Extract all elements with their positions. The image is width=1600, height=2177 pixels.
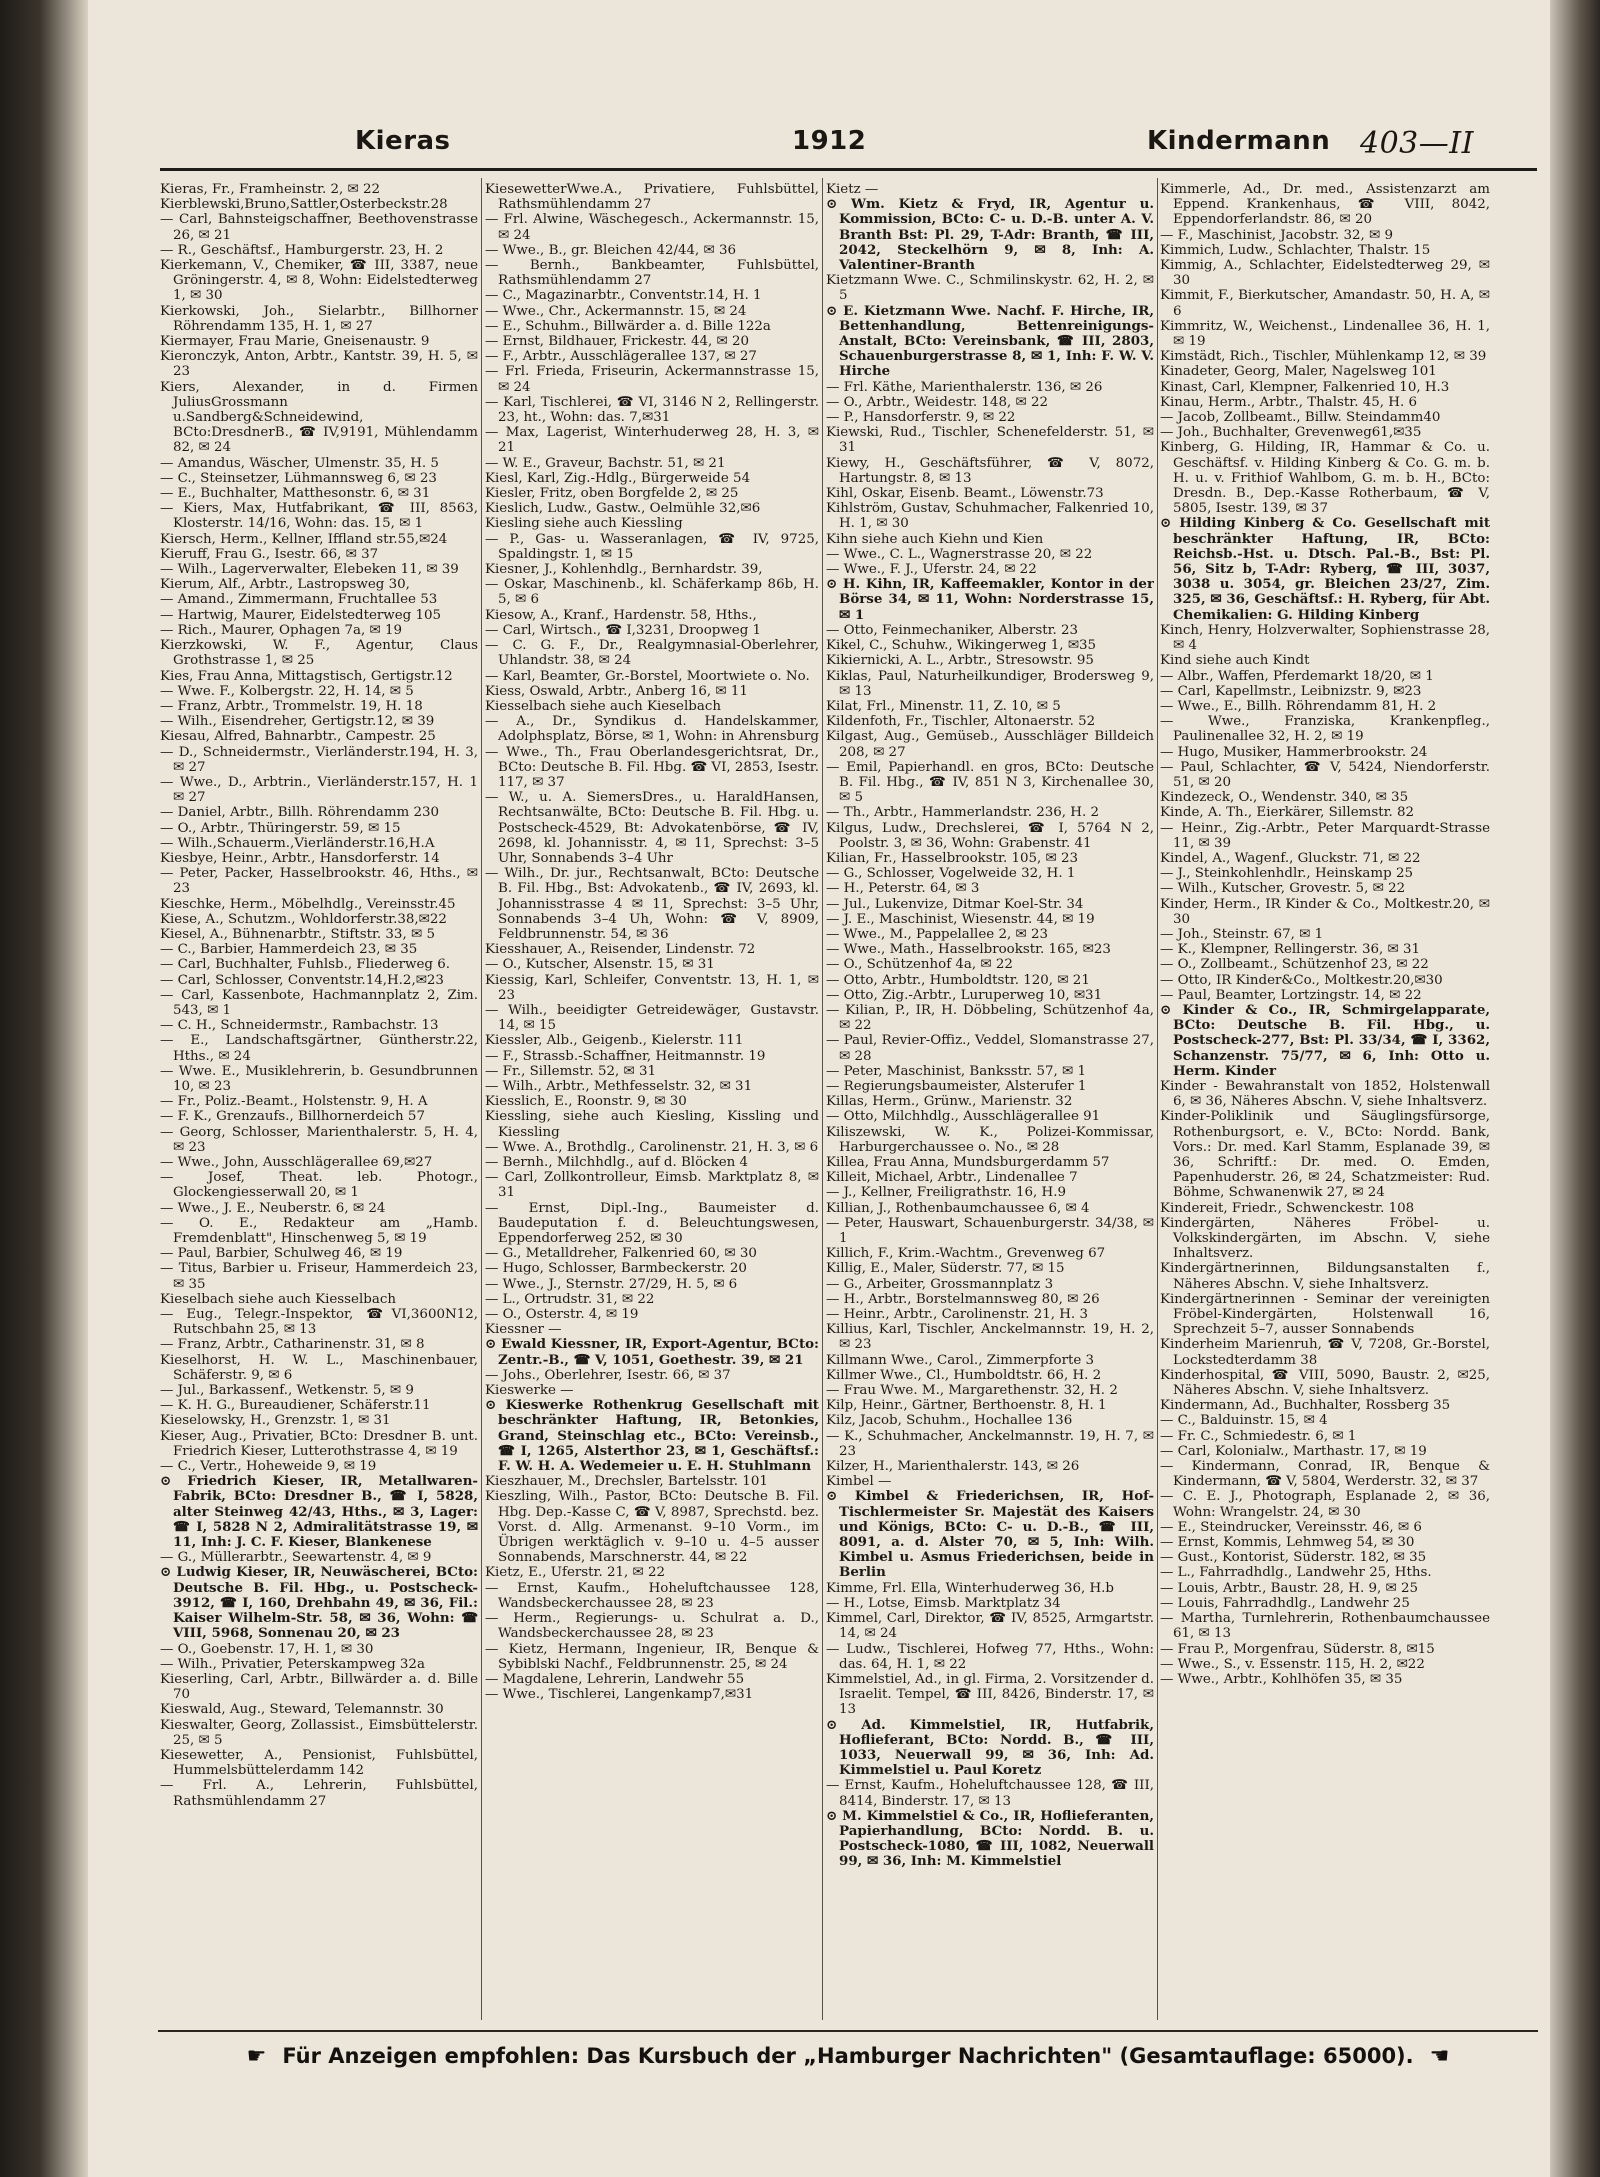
directory-entry: — Georg, Schlosser, Marienthalerstr. 5, H. 4, ✉ 23 — [160, 1124, 478, 1155]
directory-entry: Kinde, A. Th., Eierkärer, Sillemstr. 82 — [1160, 805, 1415, 821]
directory-entry: Kiewy, H., Geschäftsführer, ☎ V, 8072, Hartungstr. 8, ✉ 13 — [826, 455, 1154, 486]
directory-entry: — Martha, Turnlehrerin, Rothenbaumchaussee 61, ✉ 13 — [1160, 1611, 1490, 1642]
directory-entry: — L., Fahrradhdlg., Landwehr 25, Hths. — [1160, 1565, 1432, 1581]
directory-entry: Kinder, Herm., IR Kinder & Co., Moltkestr.20, ✉ 30 — [1160, 896, 1490, 927]
directory-entry: — Karl, Beamter, Gr.-Borstel, Moortwiete o. No. — [485, 668, 810, 684]
directory-entry: Kindergärtnerinnen, Bildungsanstalten f., Näheres Abschn. V, siehe Inhaltsverz. — [1160, 1261, 1490, 1292]
directory-entry: — Wwe., Th., Frau Oberlandesgerichtsrat, Dr., BCto: Deutsche B. Fil. Hbg. ☎ VI, 2853, Isestr. 117, ✉ 37 — [485, 744, 819, 790]
directory-entry: Kinderheim Marienruh, ☎ V, 7208, Gr.-Borstel, Lockstedterdamm 38 — [1160, 1337, 1490, 1368]
directory-entry: — Josef, Theat. leb. Photogr., Glockengiesserwall 20, ✉ 1 — [160, 1170, 478, 1201]
directory-entry: — O., Kutscher, Alsenstr. 15, ✉ 31 — [485, 957, 715, 973]
directory-entry: — C., Barbier, Hammerdeich 23, ✉ 35 — [160, 942, 418, 958]
directory-entry: Kieselowsky, H., Grenzstr. 1, ✉ 31 — [160, 1413, 391, 1429]
directory-entry: Killius, Karl, Tischler, Anckelmannstr. 19, H. 2, ✉ 23 — [826, 1322, 1154, 1353]
directory-entry: — Kilian, P., IR, H. Döbbeling, Schützenhof 4a, ✉ 22 — [826, 1002, 1154, 1034]
directory-entry: ⊙ M. Kimmelstiel & Co., IR, Hoflieferanten, Papierhandlung, BCto: Nordd. B. u. Postscheck-1080, ☎ III, 1082, Neuerwall 99, ✉ 36, Inh: M. Kimmelstiel — [826, 1807, 1154, 1870]
directory-entry: — Otto, Milchhdlg., Ausschlägerallee 91 — [826, 1109, 1101, 1125]
directory-entry: — W., u. A. SiemersDres., u. HaraldHansen, Rechtsanwälte, BCto: Deutsche B. Fil. Hbg. u. Postscheck-4529, Bt: Advokatenbörse, ☎ IV, 2698, kl. Johannisstr. 4, ✉ 11, Sprechst: 3–5 Uhr, Sonnabends 3–4 Uhr — [485, 790, 819, 866]
directory-entry: — Peter, Hauswart, Schauenburgerstr. 34/38, ✉ 1 — [826, 1215, 1154, 1247]
directory-entry: Kiese, A., Schutzm., Wohldorferstr.38,✉22 — [160, 911, 447, 927]
directory-entry: Kilat, Frl., Minenstr. 11, Z. 10, ✉ 5 — [826, 698, 1061, 714]
directory-entry: — Wwe., John, Ausschlägerallee 69,✉27 — [160, 1155, 433, 1170]
directory-entry: Kimmerle, Ad., Dr. med., Assistenzarzt am Eppend. Krankenhaus, ☎ VIII, 8042, Eppendorferlandstr. 86, ✉ 20 — [1160, 182, 1490, 228]
directory-entry: — Kiers, Max, Hutfabrikant, ☎ III, 8563, Klosterstr. 14/16, Wohn: das. 15, ✉ 1 — [160, 501, 478, 532]
directory-entry: Kiliszewski, W. K., Polizei-Kommissar, Harburgerchaussee o. No., ✉ 28 — [826, 1124, 1154, 1155]
directory-entry: — Frl. Alwine, Wäschegesch., Ackermannstr. 15, ✉ 24 — [485, 212, 819, 243]
running-head-right: Kindermann — [1147, 126, 1331, 156]
directory-entry: — Wwe., Franziska, Krankenpfleg., Paulinenallee 32, H. 2, ✉ 19 — [1160, 714, 1490, 745]
directory-entry: Kimmelstiel, Ad., in gl. Firma, 2. Vorsitzender d. Israelit. Tempel, ☎ III, 8426, Binderstr. 17, ✉ 13 — [826, 1671, 1154, 1718]
directory-entry: — Hugo, Schlosser, Barmbeckerstr. 20 — [485, 1261, 747, 1277]
directory-entry: Kierblewski,Bruno,Sattler,Osterbeckstr.28 — [160, 197, 448, 213]
directory-entry: ⊙ Ad. Kimmelstiel, IR, Hutfabrik, Hoflieferant, BCto: Nordd. B., ☎ III, 1033, Neuerwall 99, ✉ 36, Inh: Ad. Kimmelstiel u. Paul Koretz — [826, 1716, 1154, 1779]
directory-entry: KiesewetterWwe.A., Privatiere, Fuhlsbüttel, Rathsmühlendamm 27 — [485, 182, 819, 213]
directory-entry: Kindergärtnerinnen - Seminar der vereinigten Fröbel-Kindergärten, Holstenwall 16, Sprechzeit 5–7, ausser Sonnabends — [1160, 1291, 1490, 1338]
directory-entry: — Jul., Lukenvize, Ditmar Koel-Str. 34 — [826, 896, 1084, 912]
advertisement-footer — [158, 2030, 1538, 2072]
directory-entry: — O., Schützenhof 4a, ✉ 22 — [826, 957, 1013, 973]
directory-entry: — Wilh., Kutscher, Grovestr. 5, ✉ 22 — [1160, 881, 1406, 897]
directory-entry: — Wwe., E., Billh. Röhrendamm 81, H. 2 — [1160, 698, 1437, 714]
directory-entry: Killas, Herm., Grünw., Marienstr. 32 — [826, 1094, 1073, 1110]
directory-entry: Kindel, A., Wagenf., Gluckstr. 71, ✉ 22 — [1160, 850, 1421, 866]
directory-entry: Kindergärten, Näheres Fröbel- u. Volkskindergärten, im Abschn. V, siehe Inhaltsverz. — [1160, 1215, 1490, 1262]
directory-entry: — Otto, Arbtr., Humboldtstr. 120, ✉ 21 — [826, 972, 1090, 988]
directory-entry: — Wwe., F. J., Uferstr. 24, ✉ 22 — [826, 562, 1037, 578]
directory-entry: Kieserling, Carl, Arbtr., Billwärder a. d. Bille 70 — [160, 1671, 478, 1703]
directory-entry: — Louis, Fahrradhdlg., Landwehr 25 — [1160, 1595, 1410, 1611]
column-divider — [481, 178, 482, 2020]
directory-entry: ⊙ E. Kietzmann Wwe. Nachf. F. Hirche, IR, Bettenhandlung, Bettenreinigungs-Anstalt, BCto: Vereinsbank, ☎ III, 2803, Schauenburgerstrasse 8, ✉ 1, Inh: F. W. V. Hirche — [826, 302, 1154, 380]
running-head-left: Kieras — [355, 126, 451, 156]
directory-entry: — Eug., Telegr.-Inspektor, ☎VI,3600N12, Rutschbahn 25, ✉ 13 — [160, 1307, 478, 1338]
directory-entry: — E., Schuhm., Billwärder a. d. Bille 122a — [485, 318, 771, 334]
directory-entry: — Rich., Maurer, Ophagen 7a, ✉ 19 — [160, 622, 403, 638]
directory-column-4 — [1160, 182, 1490, 2032]
directory-entry: Kindermann, Ad., Buchhalter, Rossberg 35 — [1160, 1398, 1451, 1414]
directory-entry: Kieslich, Ludw., Gastw., Oelmühle 32,✉6 — [485, 501, 761, 517]
directory-entry: — Albr., Waffen, Pferdemarkt 18/20, ✉ 1 — [1160, 668, 1434, 684]
directory-entry: — Fr., Sillemstr. 52, ✉ 31 — [485, 1063, 657, 1079]
directory-entry: — C., Magazinarbtr., Conventstr.14, H. 1 — [485, 288, 762, 304]
directory-entry: ⊙ Ewald Kiessner, IR, Export-Agentur, BCto: Zentr.-B., ☎ V, 1051, Goethestr. 39, ✉ 21 — [485, 1336, 819, 1368]
directory-entry: — C., Steinsetzer, Lühmannsweg 6, ✉ 23 — [160, 470, 437, 486]
directory-entry: Kiers, Alexander, in d. Firmen JuliusGrossmann u.Sandberg&Schneidewind, BCto:DresdnerB., ☎ IV,9191, Mühlendamm 82, ✉ 24 — [160, 379, 478, 456]
directory-entry: Kimmritz, W., Weichenst., Lindenallee 36, H. 1, ✉ 19 — [1160, 318, 1490, 350]
directory-entry: ⊙ H. Kihn, IR, Kaffeemakler, Kontor in der Börse 34, ✉ 11, Wohn: Norderstrasse 15, ✉ 1 — [826, 576, 1154, 623]
directory-entry: Kiesner, J., Kohlenhdlg., Bernhardstr. 39, — [485, 562, 763, 578]
directory-entry: — Wwe., Chr., Ackermannstr. 15, ✉ 24 — [485, 303, 747, 319]
directory-entry: Kilgus, Ludw., Drechslerei, ☎ I, 5764 N 2, Poolstr. 3, ✉ 36, Wohn: Grabenstr. 41 — [826, 820, 1154, 851]
directory-entry: — Frau P., Morgenfrau, Süderstr. 8, ✉15 — [1160, 1641, 1435, 1657]
directory-entry: Kindereit, Friedr., Schwenckestr. 108 — [1160, 1200, 1415, 1216]
directory-entry: Kiesewetter, A., Pensionist, Fuhlsbüttel, Hummelsbüttelerdamm 142 — [160, 1747, 478, 1779]
directory-entry: — Franz, Arbtr., Trommelstr. 19, H. 18 — [160, 698, 423, 714]
directory-column-1 — [160, 182, 478, 2032]
directory-entry: — Wwe., Arbtr., Kohlhöfen 35, ✉ 35 — [1160, 1671, 1403, 1687]
directory-entry: — O., Osterstr. 4, ✉ 19 — [485, 1307, 639, 1323]
directory-entry: — Wilh., Arbtr., Methfesselstr. 32, ✉ 31 — [485, 1078, 753, 1094]
directory-entry: — R., Geschäftsf., Hamburgerstr. 23, H. 2 — [160, 242, 444, 258]
directory-entry: Kiesshauer, A., Reisender, Lindenstr. 72 — [485, 942, 756, 958]
directory-entry: — Wilh., Dr. jur., Rechtsanwalt, BCto: Deutsche B. Fil. Hbg., Bst: Advokatenb., ☎ IV, 2693, kl. Johannisstrasse 4 ✉ 11, Sprechst: 3–5 Uhr, Sonnabends 3–4 Uh, Wohn: ☎ V, 8909, Feldbrunnenstr. 54, ✉ 36 — [485, 866, 819, 942]
directory-entry: — K., Klempner, Rellingerstr. 36, ✉ 31 — [1160, 942, 1421, 958]
directory-entry: Kiesl, Karl, Zig.-Hdlg., Bürgerweide 54 — [485, 470, 751, 486]
directory-entry: — Peter, Packer, Hasselbrookstr. 46, Hths., ✉ 23 — [160, 866, 478, 897]
directory-entry: — Louis, Arbtr., Baustr. 28, H. 9, ✉ 25 — [1160, 1580, 1419, 1596]
directory-entry: — Fr., Poliz.-Beamt., Holstenstr. 9, H. A — [160, 1094, 428, 1110]
directory-entry: — Otto, Feinmechaniker, Alberstr. 23 — [826, 622, 1079, 638]
directory-entry: Kietz, E., Uferstr. 21, ✉ 22 — [485, 1565, 666, 1581]
directory-entry: — A., Dr., Syndikus d. Handelskammer, Adolphsplatz, Börse, ✉ 1, Wohn: in Ahrensburg — [485, 714, 819, 745]
directory-entry: — Ernst, Dipl.-Ing., Baumeister d. Baudeputation f. d. Beleuchtungswesen, Eppendorferweg 252, ✉ 30 — [485, 1200, 819, 1247]
directory-entry: Kierkemann, V., Chemiker, ☎ III, 3387, neue Gröningerstr. 4, ✉ 8, Wohn: Eidelstedterweg 1, ✉ 30 — [160, 258, 478, 304]
directory-entry: Kinch, Henry, Holzverwalter, Sophienstrasse 28, ✉ 4 — [1160, 622, 1490, 654]
directory-entry: Kiesslich, E., Roonstr. 9, ✉ 30 — [485, 1094, 687, 1110]
directory-entry: — Wwe., C. L., Wagnerstrasse 20, ✉ 22 — [826, 546, 1093, 562]
directory-entry: — O., Zollbeamt., Schützenhof 23, ✉ 22 — [1160, 957, 1429, 973]
directory-entry: Kieruff, Frau G., Isestr. 66, ✉ 37 — [160, 546, 379, 562]
directory-entry: — Karl, Tischlerei, ☎ VI, 3146 N 2, Rellingerstr. 23, ht., Wohn: das. 7,✉31 — [485, 394, 819, 426]
directory-entry: — Wilh., beeidigter Getreidewäger, Gustavstr. 14, ✉ 15 — [485, 1002, 819, 1034]
directory-entry: — Wilh., Eisendreher, Gertigstr.12, ✉ 39 — [160, 714, 435, 730]
directory-entry: Kierzkowski, W. F., Agentur, Claus Grothstrasse 1, ✉ 25 — [160, 638, 478, 669]
directory-entry: — Wwe., D., Arbtrin., Vierländerstr.157, H. 1 ✉ 27 — [160, 774, 478, 806]
directory-entry: — Wwe. F., Kolbergstr. 22, H. 14, ✉ 5 — [160, 683, 414, 699]
directory-entry: — C., Vertr., Hoheweide 9, ✉ 19 — [160, 1459, 377, 1475]
directory-entry: Kieschke, Herm., Möbelhdlg., Vereinsstr.45 — [160, 896, 456, 912]
directory-column-2 — [485, 182, 819, 2032]
directory-entry: Kiessner — — [485, 1322, 562, 1338]
directory-entry: — H., Arbtr., Borstelmannsweg 80, ✉ 26 — [826, 1291, 1100, 1307]
directory-column-3 — [826, 182, 1154, 2032]
directory-entry: — Max, Lagerist, Winterhuderweg 28, H. 3, ✉ 21 — [485, 425, 819, 456]
directory-entry: — Frl. Frieda, Friseurin, Ackermannstrasse 15, ✉ 24 — [485, 364, 819, 395]
directory-entry: ⊙ Wm. Kietz & Fryd, IR, Agentur u. Kommission, BCto: C- u. D.-B. unter A. V. Branth Bst: Pl. 29, T-Adr: Branth, ☎ III, 2042, Steckelhörn 9, ✉ 8, Inh: A. Valentiner-Branth — [826, 196, 1154, 274]
directory-entry: Kiesler, Fritz, oben Borgfelde 2, ✉ 25 — [485, 486, 739, 502]
directory-entry: ⊙ Kimbel & Friederichsen, IR, Hof-Tischlermeister Sr. Majestät des Kaisers und Königs, BCto: C- u. D.-B., ☎ III, 8091, a. d. Alster 70, ✉ 5, Inh: Wilh. Kimbel u. Asmus Friederichsen, beide in Berlin — [826, 1488, 1154, 1581]
directory-entry: — H., Peterstr. 64, ✉ 3 — [826, 881, 980, 897]
directory-entry: Kiessling, siehe auch Kiesling, Kissling und Kiessling — [485, 1109, 819, 1140]
directory-entry: — C. G. F., Dr., Realgymnasial-Oberlehrer, Uhlandstr. 38, ✉ 24 — [485, 638, 819, 669]
directory-entry: — Ludw., Tischlerei, Hofweg 77, Hths., Wohn: das. 64, H. 1, ✉ 22 — [826, 1641, 1154, 1672]
directory-entry: — Heinr., Arbtr., Carolinenstr. 21, H. 3 — [826, 1307, 1088, 1323]
directory-entry: — Amandus, Wäscher, Ulmenstr. 35, H. 5 — [160, 455, 439, 471]
directory-entry: Kinder-Poliklinik und Säuglingsfürsorge, Rothenburgsort, e. V., BCto: Nordd. Bank, Vors.: Dr. med. Karl Stamm, Esplanade 39, ✉ 36, Schriftf.: Dr. med. O. Emden, Papenhuderstr. 26, ✉ 24, Schatzmeister: Rud. Böhme, Schwanenwik 27, ✉ 24 — [1160, 1109, 1490, 1201]
directory-entry: — Carl, Buchhalter, Fuhlsb., Fliederweg 6. — [160, 957, 451, 973]
directory-entry: Kietzmann Wwe. C., Schmilinskystr. 62, H. 2, ✉ 5 — [826, 273, 1154, 304]
directory-entry: Kiewski, Rud., Tischler, Schenefelderstr. 51, ✉ 31 — [826, 425, 1154, 456]
directory-entry: — Carl, Wirtsch., ☎ I,3231, Droopweg 1 — [485, 622, 762, 638]
directory-entry: — E., Buchhalter, Matthesonstr. 6, ✉ 31 — [160, 486, 431, 502]
directory-entry: — Ernst, Kommis, Lehmweg 54, ✉ 30 — [1160, 1535, 1415, 1551]
directory-entry: — F., Maschinist, Jacobstr. 32, ✉ 9 — [1160, 227, 1393, 243]
directory-entry: — Bernh., Milchhdlg., auf d. Blöcken 4 — [485, 1155, 749, 1170]
directory-entry: Kiermayer, Frau Marie, Gneisenaustr. 9 — [160, 334, 430, 350]
directory-entry: — Carl, Zollkontrolleur, Eimsb. Marktplatz 8, ✉ 31 — [485, 1170, 819, 1201]
directory-entry: Kind siehe auch Kindt — [1160, 653, 1310, 669]
directory-entry: — F., Arbtr., Ausschlägerallee 137, ✉ 27 — [485, 349, 757, 365]
directory-entry: — Heinr., Zig.-Arbtr., Peter Marquardt-Strasse 11, ✉ 39 — [1160, 820, 1490, 851]
directory-entry: — Frau Wwe. M., Margarethenstr. 32, H. 2 — [826, 1383, 1118, 1399]
directory-entry: Kinberg, G. Hilding, IR, Hammar & Co. u. Geschäftsf. v. Hilding Kinberg & Co. G. m. b. H. u. v. Frithiof Wahlbom, G. m. b. H., BCto: Dresdn. B., Dep.-Kasse Rotherbaum, ☎ V, 5805, Isestr. 139, ✉ 37 — [1160, 440, 1490, 517]
directory-entry: — G., Arbeiter, Grossmannplatz 3 — [826, 1276, 1054, 1292]
directory-entry: Kiess, Oswald, Arbtr., Anberg 16, ✉ 11 — [485, 683, 748, 699]
directory-entry: — Wwe., Math., Hasselbrookstr. 165, ✉23 — [826, 942, 1111, 958]
directory-entry: — Titus, Barbier u. Friseur, Hammerdeich 23, ✉ 35 — [160, 1261, 478, 1292]
directory-entry: — Bernh., Bankbeamter, Fuhlsbüttel, Rathsmühlendamm 27 — [485, 258, 819, 289]
directory-entry: Kikel, C., Schuhw., Wikingerweg 1, ✉35 — [826, 638, 1097, 654]
directory-entry: Killea, Frau Anna, Mundsburgerdamm 57 — [826, 1155, 1110, 1170]
directory-entry: — Emil, Papierhandl. en gros, BCto: Deutsche B. Fil. Hbg., ☎ IV, 851 N 3, Kirchenallee 30, ✉ 5 — [826, 759, 1154, 806]
directory-entry: — C. H., Schneidermstr., Rambachstr. 13 — [160, 1018, 439, 1034]
directory-entry: Kieser, Aug., Privatier, BCto: Dresdner B. unt. Friedrich Kieser, Lutterothstrasse 4, ✉ 19 — [160, 1428, 478, 1459]
directory-entry: — J., Kellner, Freiligrathstr. 16, H.9 — [826, 1185, 1066, 1201]
directory-entry: Kiesling siehe auch Kiessling — [485, 516, 683, 532]
directory-entry: Kimmig, A., Schlachter, Eidelstedterweg 29, ✉ 30 — [1160, 258, 1490, 289]
directory-entry: Kieszling, Wilh., Pastor, BCto: Deutsche B. Fil. Hbg. Dep.-Kasse C, ☎ V, 8987, Sprechstd. bez. Vorst. d. Allg. Armenanst. 9–10 Vorm., im Übrigen werktäglich v. 9–10 u. 4–5 ausser Sonnabends, Marschnerstr. 44, ✉ 22 — [485, 1489, 819, 1566]
directory-entry: Kimme, Frl. Ella, Winterhuderweg 36, H.b — [826, 1580, 1115, 1596]
directory-entry: — H., Lotse, Eimsb. Marktplatz 34 — [826, 1595, 1061, 1611]
directory-entry: — G., Metalldreher, Falkenried 60, ✉ 30 — [485, 1246, 757, 1262]
column-divider — [822, 178, 823, 2020]
directory-entry: Kihn siehe auch Kiehn und Kien — [826, 531, 1044, 547]
directory-entry: Kinderhospital, ☎ VIII, 5090, Baustr. 2, ✉25, Näheres Abschn. V, siehe Inhaltsverz. — [1160, 1367, 1490, 1399]
directory-entry: — Jul., Barkassenf., Wetkenstr. 5, ✉ 9 — [160, 1383, 414, 1399]
directory-entry: Kimmich, Ludw., Schlachter, Thalstr. 15 — [1160, 242, 1431, 258]
directory-entry: Kiessig, Karl, Schleifer, Conventstr. 13, H. 1, ✉ 23 — [485, 972, 819, 1003]
directory-entry: — Hugo, Musiker, Hammerbrookstr. 24 — [1160, 744, 1428, 760]
directory-entry: — O., Goebenstr. 17, H. 1, ✉ 30 — [160, 1641, 374, 1657]
directory-entry: — Franz, Arbtr., Catharinenstr. 31, ✉ 8 — [160, 1337, 425, 1353]
directory-entry: — E., Landschaftsgärtner, Güntherstr.22, Hths., ✉ 24 — [160, 1033, 478, 1064]
directory-entry: — P., Hansdorferstr. 9, ✉ 22 — [826, 410, 1016, 426]
directory-entry: ⊙ Kieswerke Rothenkrug Gesellschaft mit beschränkter Haftung, IR, Betonkies, Grand, Steinschlag etc., BCto: Vereinsb., ☎ I, 1265, Alsterthor 23, ✉ 1, Geschäftsf.: F. W. H. A. Wedemeier u. E. H. Stuhlmann — [485, 1397, 819, 1475]
directory-entry: — K. H. G., Bureaudiener, Schäferstr.11 — [160, 1398, 431, 1414]
directory-entry: — Otto, Zig.-Arbtr., Luruperweg 10, ✉31 — [826, 987, 1103, 1003]
directory-entry: Kieszhauer, M., Drechsler, Bartelsstr. 101 — [485, 1474, 768, 1490]
directory-entry: — Carl, Kassenbote, Hachmannplatz 2, Zim. 543, ✉ 1 — [160, 987, 478, 1018]
column-divider — [1157, 178, 1158, 2020]
directory-entry: — O., Arbtr., Weidestr. 148, ✉ 22 — [826, 394, 1048, 410]
directory-entry: Kilp, Heinr., Gärtner, Berthoenstr. 8, H. 1 — [826, 1398, 1107, 1414]
directory-entry: Kiersch, Herm., Kellner, Iffland str.55,✉24 — [160, 531, 448, 547]
directory-entry: Kilzer, H., Marienthalerstr. 143, ✉ 26 — [826, 1459, 1080, 1475]
directory-entry: — Carl, Schlosser, Conventstr.14,H.2,✉23 — [160, 972, 444, 988]
directory-entry: Killich, F., Krim.-Wachtm., Grevenweg 67 — [826, 1246, 1106, 1262]
directory-entry: — Th., Arbtr., Hammerlandstr. 236, H. 2 — [826, 805, 1100, 821]
directory-entry: — Ernst, Kaufm., Hoheluftchaussee 128, ☎ III, 8414, Binderstr. 17, ✉ 13 — [826, 1778, 1154, 1809]
directory-entry: — C., Balduinstr. 15, ✉ 4 — [1160, 1413, 1328, 1429]
directory-entry: — W. E., Graveur, Bachstr. 51, ✉ 21 — [485, 455, 726, 471]
directory-entry: — Wwe., Tischlerei, Langenkamp7,✉31 — [485, 1687, 754, 1703]
directory-entry: — O. E., Redakteur am „Hamb. Fremdenblatt", Hinschenweg 5, ✉ 19 — [160, 1215, 478, 1247]
directory-entry: — O., Arbtr., Thüringerstr. 59, ✉ 15 — [160, 820, 401, 836]
directory-entry: — Daniel, Arbtr., Billh. Röhrendamm 230 — [160, 805, 440, 821]
directory-entry: Kiklas, Paul, Naturheilkundiger, Brodersweg 9, ✉ 13 — [826, 668, 1154, 699]
directory-entry: — Frl. Käthe, Marienthalerstr. 136, ✉ 26 — [826, 379, 1103, 395]
directory-entry: — Jacob, Zollbeamt., Billw. Steindamm40 — [1160, 410, 1441, 426]
directory-entry: — Otto, IR Kinder&Co., Moltkestr.20,✉30 — [1160, 972, 1443, 988]
directory-entry: Kiesau, Alfred, Bahnarbtr., Campestr. 25 — [160, 729, 436, 745]
directory-entry: Kinau, Herm., Arbtr., Thalstr. 45, H. 6 — [1160, 394, 1418, 410]
directory-entry: — Frl. A., Lehrerin, Fuhlsbüttel, Rathsmühlendamm 27 — [160, 1778, 478, 1809]
directory-entry: Killian, J., Rothenbaumchaussee 6, ✉ 4 — [826, 1200, 1090, 1216]
directory-entry: — F., Strassb.-Schaffner, Heitmannstr. 19 — [485, 1048, 766, 1064]
directory-entry: — C. E. J., Photograph, Esplanade 2, ✉ 36, Wohn: Wrangelstr. 24, ✉ 30 — [1160, 1489, 1490, 1520]
directory-entry: Kietz — — [826, 182, 879, 197]
directory-entry: — Carl, Kolonialw., Marthastr. 17, ✉ 19 — [1160, 1443, 1427, 1459]
directory-entry: Killmer Wwe., Cl., Humboldtstr. 66, H. 2 — [826, 1367, 1102, 1383]
directory-entry: Kimbel — — [826, 1474, 892, 1490]
directory-entry: Kilgast, Aug., Gemüseb., Ausschläger Billdeich 208, ✉ 27 — [826, 729, 1154, 760]
directory-entry: — Kietz, Hermann, Ingenieur, IR, Benque & Sybiblski Nachf., Feldbrunnenstr. 25, ✉ 24 — [485, 1641, 819, 1672]
pointing-hand-icon: ☛ — [246, 2043, 267, 2069]
directory-entry: — Wwe., B., gr. Bleichen 42/44, ✉ 36 — [485, 242, 737, 258]
directory-entry: — Wilh., Privatier, Peterskampweg 32a — [160, 1656, 425, 1672]
directory-entry: — Oskar, Maschinenb., kl. Schäferkamp 86b, H. 5, ✉ 6 — [485, 577, 819, 608]
directory-entry: Kieswerke — — [485, 1383, 574, 1399]
directory-entry: Kinast, Carl, Klempner, Falkenried 10, H.3 — [1160, 379, 1450, 395]
directory-entry: ⊙ Hilding Kinberg & Co. Gesellschaft mit beschränkter Haftung, IR, BCto: Reichsb.-Hst. u. Dtsch. Pal.-B., Bst: Pl. 56, Sitz b, T-Adr: Ryberg, ☎ III, 3037, 3038 u. 3054, gr. Bleichen 23/27, Zim. 325, ✉ 36, Geschäftsf.: H. Ryberg, für Abt. Chemikalien: G. Hilding Kinberg — [1160, 515, 1490, 623]
directory-entry: — Magdalene, Lehrerin, Landwehr 55 — [485, 1671, 745, 1687]
directory-entry: — Carl, Kapellmstr., Leibnizstr. 9, ✉23 — [1160, 683, 1422, 699]
directory-entry: Kiesbye, Heinr., Arbtr., Hansdorferstr. 14 — [160, 850, 440, 866]
directory-entry: — Kindermann, Conrad, IR, Benque & Kindermann, ☎ V, 5804, Werderstr. 32, ✉ 37 — [1160, 1459, 1490, 1490]
running-head-year: 1912 — [792, 126, 867, 156]
directory-entry: Kieronczyk, Anton, Arbtr., Kantstr. 39, H. 5, ✉ 23 — [160, 349, 478, 380]
directory-entry: — Wwe., J., Sternstr. 27/29, H. 5, ✉ 6 — [485, 1276, 738, 1292]
directory-entry: — Paul, Beamter, Lortzingstr. 14, ✉ 22 — [1160, 987, 1422, 1003]
directory-entry: Kiessler, Alb., Geigenb., Kielerstr. 111 — [485, 1033, 744, 1049]
pointing-hand-icon: ☚ — [1429, 2043, 1450, 2069]
directory-entry: Kies, Frau Anna, Mittagstisch, Gertigstr.12 — [160, 668, 453, 684]
directory-entry: — Ernst, Kaufm., Hoheluftchaussee 128, Wandsbeckerchaussee 28, ✉ 23 — [485, 1580, 819, 1611]
directory-entry: Kierum, Alf., Arbtr., Lastropsweg 30, — [160, 577, 410, 593]
directory-entry: — Wilh.,Schauerm.,Vierländerstr.16,H.A — [160, 835, 435, 851]
directory-entry: — Paul, Barbier, Schulweg 46, ✉ 19 — [160, 1246, 403, 1262]
directory-entry: — Wwe. E., Musiklehrerin, b. Gesundbrunnen 10, ✉ 23 — [160, 1063, 478, 1094]
directory-entry: — Wwe., S., v. Essenstr. 115, H. 2, ✉22 — [1160, 1656, 1425, 1672]
directory-entry: ⊙ Ludwig Kieser, IR, Neuwäscherei, BCto: Deutsche B. Fil. Hbg., u. Postscheck-3912, ☎ I, 160, Drehbahn 49, ✉ 36, Fil.: Kaiser Wilhelm-Str. 58, ✉ 36, Wohn: ☎ VIII, 5968, Sonnenau 20, ✉ 23 — [160, 1564, 478, 1642]
directory-entry: ⊙ Friedrich Kieser, IR, Metallwaren-Fabrik, BCto: Dresdner B., ☎ I, 5828, alter Steinweg 42/43, Hths., ✉ 3, Lager: ☎ I, 5828 N 2, Admiralitätstrasse 19, ✉ 11, Inh: J. C. F. Kieser, Blankenese — [160, 1473, 478, 1551]
directory-entry: — Wwe., M., Pappelallee 2, ✉ 23 — [826, 926, 1048, 942]
directory-entry: — Fr. C., Schmiedestr. 6, ✉ 1 — [1160, 1428, 1357, 1444]
directory-entry: — Carl, Bahnsteigschaffner, Beethovenstrasse 26, ✉ 21 — [160, 212, 478, 243]
directory-entry: Kihl, Oskar, Eisenb. Beamt., Löwenstr.73 — [826, 486, 1104, 502]
directory-entry: — J. E., Maschinist, Wiesenstr. 44, ✉ 19 — [826, 911, 1095, 927]
directory-entry: Kimmit, F., Bierkutscher, Amandastr. 50, H. A, ✉ 6 — [1160, 288, 1490, 319]
directory-entry: — Herm., Regierungs- u. Schulrat a. D., Wandsbeckerchaussee 28, ✉ 23 — [485, 1611, 819, 1642]
directory-entry: — F. K., Grenzaufs., Billhornerdeich 57 — [160, 1109, 425, 1125]
directory-entry: — Paul, Schlachter, ☎ V, 5424, Niendorferstr. 51, ✉ 20 — [1160, 759, 1490, 790]
directory-entry: Killeit, Michael, Arbtr., Lindenallee 7 — [826, 1170, 1078, 1186]
directory-entry: — G., Schlosser, Vogelweide 32, H. 1 — [826, 866, 1076, 882]
directory-entry: — L., Ortrudstr. 31, ✉ 22 — [485, 1291, 655, 1307]
directory-entry: Kieswalter, Georg, Zollassist., Eimsbüttelerstr. 25, ✉ 5 — [160, 1717, 478, 1748]
directory-entry: Kimstädt, Rich., Tischler, Mühlenkamp 12, ✉ 39 — [1160, 349, 1487, 365]
directory-entry: — Wilh., Lagerverwalter, Elebeken 11, ✉ 39 — [160, 562, 459, 578]
directory-entry: — G., Müllerarbtr., Seewartenstr. 4, ✉ 9 — [160, 1550, 432, 1566]
directory-entry: ⊙ Kinder & Co., IR, Schmirgelapparate, BCto: Deutsche B. Fil. Hbg., u. Postscheck-277, Bst: Pl. 33/34, ☎ I, 3362, Schanzenstr. 75/77, ✉ 6, Inh: Otto u. Herm. Kinder — [1160, 1001, 1490, 1079]
directory-entry: Kiesselbach siehe auch Kieselbach — [485, 698, 721, 714]
directory-entry: Killig, E., Maler, Süderstr. 77, ✉ 15 — [826, 1261, 1065, 1277]
directory-entry: — Peter, Maschinist, Banksstr. 57, ✉ 1 — [826, 1063, 1087, 1079]
directory-entry: — Wwe. A., Brothdlg., Carolinenstr. 21, H. 3, ✉ 6 — [485, 1139, 819, 1155]
directory-entry: Kieras, Fr., Framheinstr. 2, ✉ 22 — [160, 182, 381, 197]
directory-entry: Kieselhorst, H. W. L., Maschinenbauer, Schäferstr. 9, ✉ 6 — [160, 1352, 478, 1383]
directory-entry: — E., Steindrucker, Vereinsstr. 46, ✉ 6 — [1160, 1519, 1422, 1535]
directory-entry: — J., Steinkohlenhdlr., Heinskamp 25 — [1160, 866, 1413, 882]
directory-entry: Kierkowski, Joh., Sielarbtr., Billhorner Röhrendamm 135, H. 1, ✉ 27 — [160, 303, 478, 334]
directory-entry: — Hartwig, Maurer, Eidelstedterweg 105 — [160, 607, 442, 623]
directory-entry: — Joh., Steinstr. 67, ✉ 1 — [1160, 926, 1324, 942]
directory-entry: Kinder - Bewahranstalt von 1852, Holstenwall 6, ✉ 36, Näheres Abschn. V, siehe Inhaltsverz. — [1160, 1078, 1490, 1110]
directory-entry: Killmann Wwe., Carol., Zimmerpforte 3 — [826, 1352, 1095, 1368]
directory-entry: — Joh., Buchhalter, Grevenweg61,✉35 — [1160, 425, 1422, 441]
directory-entry: Kieswald, Aug., Steward, Telemannstr. 30 — [160, 1702, 444, 1718]
directory-entry: Kilz, Jacob, Schuhm., Hochallee 136 — [826, 1413, 1073, 1429]
directory-entry: — Paul, Revier-Offiz., Veddel, Slomanstrasse 27, ✉ 28 — [826, 1033, 1154, 1064]
page-number: 403—II — [1360, 126, 1474, 161]
directory-entry: — Ernst, Bildhauer, Frickestr. 44, ✉ 20 — [485, 334, 750, 350]
directory-entry: Kiesow, A., Kranf., Hardenstr. 58, Hths., — [485, 607, 757, 623]
directory-entry: — Amand., Zimmermann, Fruchtallee 53 — [160, 592, 438, 608]
header-rule — [160, 168, 1537, 171]
directory-entry: Kihlström, Gustav, Schuhmacher, Falkenried 10, H. 1, ✉ 30 — [826, 501, 1154, 532]
directory-entry: — D., Schneidermstr., Vierländerstr.194, H. 3, ✉ 27 — [160, 744, 478, 775]
directory-entry: — P., Gas- u. Wasseranlagen, ☎ IV, 9725, Spaldingstr. 1, ✉ 15 — [485, 531, 819, 562]
directory-entry: — Wwe., J. E., Neuberstr. 6, ✉ 24 — [160, 1200, 386, 1216]
directory-entry: — Johs., Oberlehrer, Isestr. 66, ✉ 37 — [485, 1367, 731, 1383]
directory-entry: Kikiernicki, A. L., Arbtr., Stresowstr. 95 — [826, 653, 1094, 669]
directory-entry: — Gust., Kontorist, Süderstr. 182, ✉ 35 — [1160, 1550, 1427, 1566]
directory-entry: Kinadeter, Georg, Maler, Nagelsweg 101 — [1160, 364, 1437, 380]
directory-entry: — Regierungsbaumeister, Alsterufer 1 — [826, 1078, 1087, 1094]
directory-entry: Kindezeck, O., Wendenstr. 340, ✉ 35 — [1160, 790, 1409, 806]
directory-entry: Kieselbach siehe auch Kiesselbach — [160, 1291, 396, 1307]
directory-entry: — K., Schuhmacher, Anckelmannstr. 19, H. 7, ✉ 23 — [826, 1428, 1154, 1459]
directory-entry: Kiesel, A., Bühnenarbtr., Stiftstr. 33, ✉ 5 — [160, 926, 435, 942]
directory-entry: Kimmel, Carl, Direktor, ☎ IV, 8525, Armgartstr. 14, ✉ 24 — [826, 1611, 1154, 1642]
directory-entry: Kildenfoth, Fr., Tischler, Altonaerstr. 52 — [826, 714, 1096, 730]
directory-entry: Kilian, Fr., Hasselbrookstr. 105, ✉ 23 — [826, 850, 1079, 866]
footer-text: Für Anzeigen empfohlen: Das Kursbuch der „Hamburger Nachrichten" (Gesamtauflage: 65000). — [282, 2044, 1414, 2068]
